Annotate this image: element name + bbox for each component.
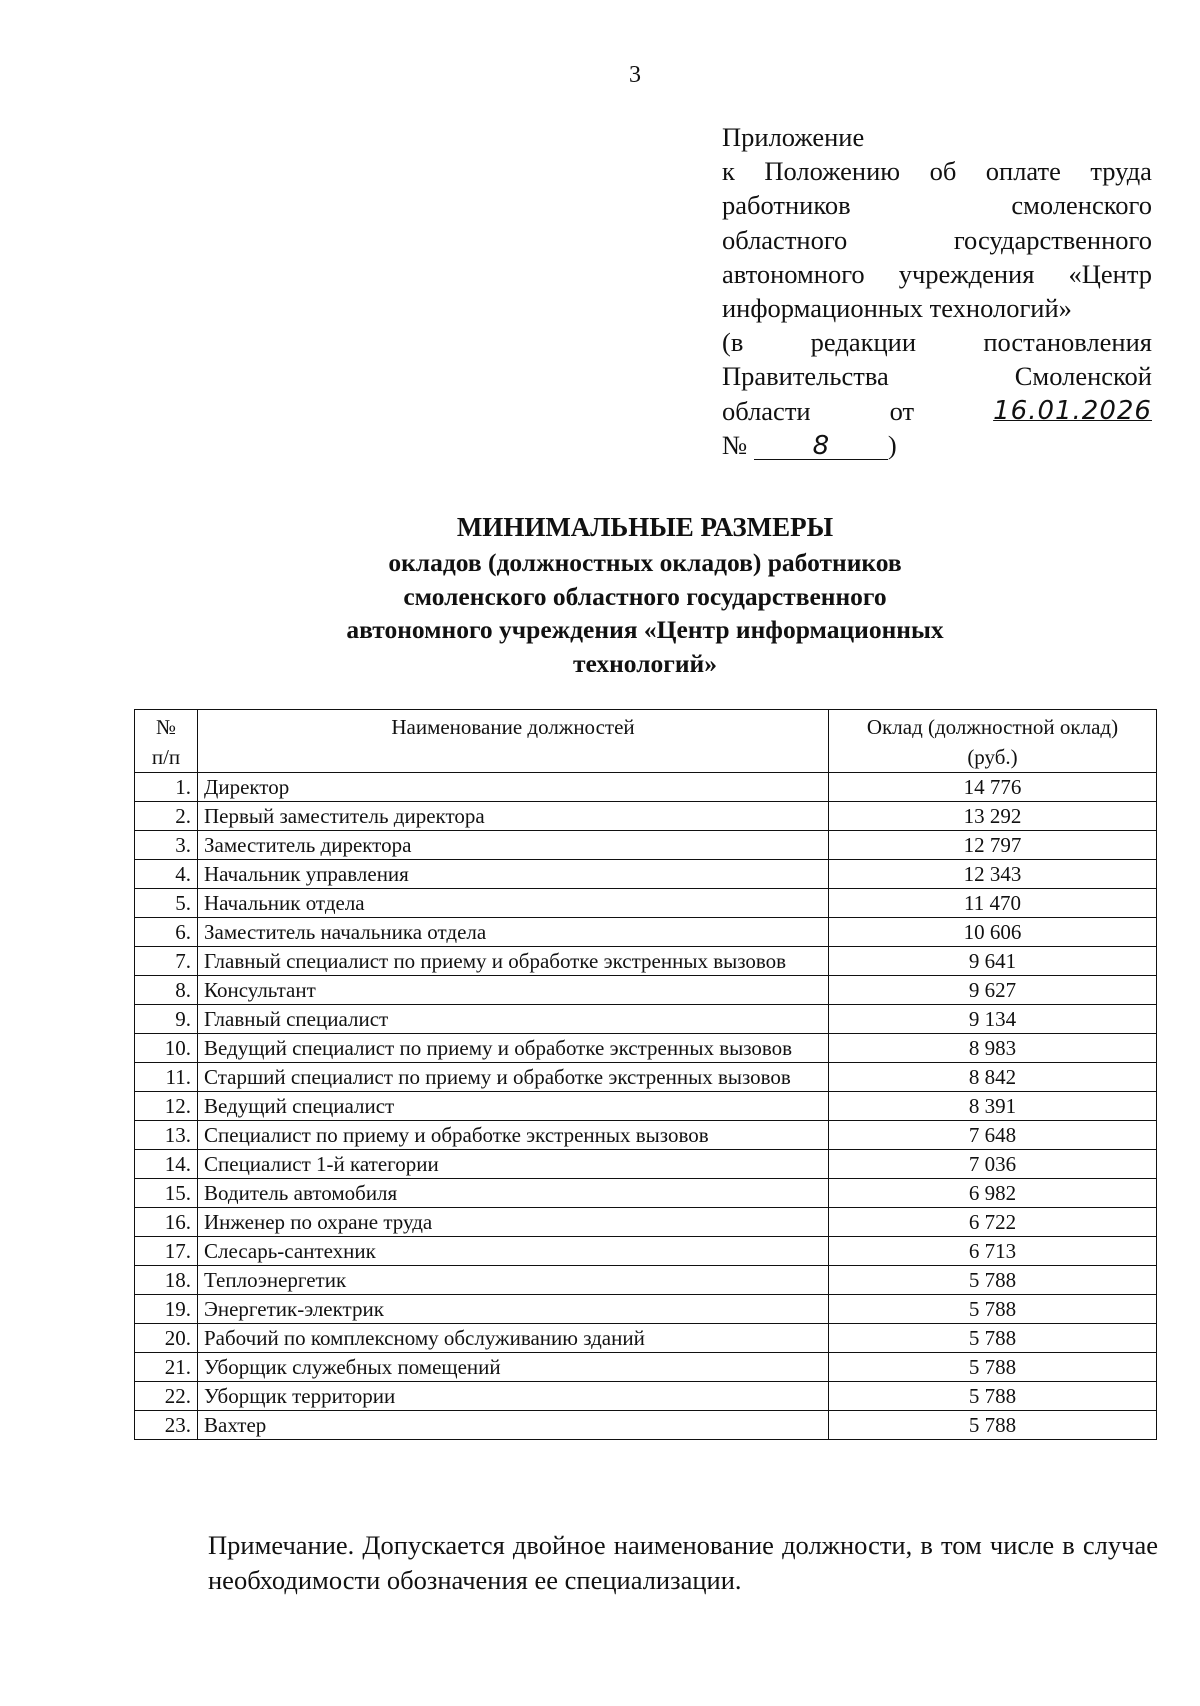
row-number: 5.: [135, 889, 198, 918]
row-number: 3.: [135, 831, 198, 860]
table-row: [135, 1121, 1157, 1150]
page-number: 3: [629, 62, 641, 88]
table-row: [135, 1353, 1157, 1382]
position-name: Первый заместитель директора: [198, 802, 829, 831]
salary-value: 6 713: [829, 1237, 1157, 1266]
title-sub-2: смоленского областного государственного: [403, 581, 887, 611]
row-number: 15.: [135, 1179, 198, 1208]
header-name: Наименование должностей: [198, 710, 829, 773]
handwritten-date: 16.01.2026: [993, 395, 1152, 426]
appendix-line-1: Приложение: [722, 122, 865, 152]
table-row: [135, 976, 1157, 1005]
position-name: Вахтер: [198, 1411, 829, 1440]
position-name: Заместитель начальника отдела: [198, 918, 829, 947]
table-row: [135, 1208, 1157, 1237]
position-name: Главный специалист: [198, 1005, 829, 1034]
row-number: 8.: [135, 976, 198, 1005]
title-main: МИНИМАЛЬНЫЕ РАЗМЕРЫ: [456, 512, 834, 542]
position-name: Директор: [198, 773, 829, 802]
row-number: 22.: [135, 1382, 198, 1411]
row-number: 17.: [135, 1237, 198, 1266]
salary-value: 9 627: [829, 976, 1157, 1005]
salary-value: 5 788: [829, 1411, 1157, 1440]
row-number: 12.: [135, 1092, 198, 1121]
position-name: Ведущий специалист: [198, 1092, 829, 1121]
appendix-line-7: (в редакции постановления: [722, 327, 1152, 358]
salary-value: 10 606: [829, 918, 1157, 947]
table-row: [135, 1266, 1157, 1295]
row-number: 13.: [135, 1121, 198, 1150]
row-number: 9.: [135, 1005, 198, 1034]
header-num: № п/п: [135, 710, 198, 773]
salary-value: 12 343: [829, 860, 1157, 889]
row-number: 18.: [135, 1266, 198, 1295]
position-name: Водитель автомобиля: [198, 1179, 829, 1208]
table-header-row: [135, 710, 1157, 773]
row-number: 16.: [135, 1208, 198, 1237]
salary-value: 5 788: [829, 1324, 1157, 1353]
table-row: [135, 1005, 1157, 1034]
row-number: 10.: [135, 1034, 198, 1063]
salary-value: 12 797: [829, 831, 1157, 860]
salary-value: 7 036: [829, 1150, 1157, 1179]
handwritten-number: 8: [754, 433, 888, 460]
row-number: 14.: [135, 1150, 198, 1179]
salary-value: 8 391: [829, 1092, 1157, 1121]
position-name: Уборщик служебных помещений: [198, 1353, 829, 1382]
salary-table: [134, 709, 1157, 1440]
position-name: Консультант: [198, 976, 829, 1005]
salary-value: 11 470: [829, 889, 1157, 918]
header-salary: Оклад (должностной оклад) (руб.): [829, 710, 1157, 773]
row-number: 21.: [135, 1353, 198, 1382]
position-name: Специалист 1-й категории: [198, 1150, 829, 1179]
row-number: 23.: [135, 1411, 198, 1440]
row-number: 1.: [135, 773, 198, 802]
salary-value: 9 641: [829, 947, 1157, 976]
table-row: [135, 1092, 1157, 1121]
table-row: [135, 773, 1157, 802]
salary-value: 8 983: [829, 1034, 1157, 1063]
table-row: [135, 1295, 1157, 1324]
table-row: [135, 947, 1157, 976]
position-name: Инженер по охране труда: [198, 1208, 829, 1237]
position-name: Начальник отдела: [198, 889, 829, 918]
table-row: [135, 1324, 1157, 1353]
document-title: [130, 508, 1160, 680]
appendix-line-10: № 8 ): [722, 429, 897, 461]
row-number: 6.: [135, 918, 198, 947]
salary-value: 6 722: [829, 1208, 1157, 1237]
position-name: Начальник управления: [198, 860, 829, 889]
salary-value: 6 982: [829, 1179, 1157, 1208]
table-body: [135, 773, 1157, 1440]
row-number: 7.: [135, 947, 198, 976]
table-row: [135, 1237, 1157, 1266]
row-number: 2.: [135, 802, 198, 831]
appendix-line-2: к Положению об оплате труда: [722, 156, 1152, 187]
position-name: Главный специалист по приему и обработке экстренных вызовов: [198, 947, 829, 976]
position-name: Заместитель директора: [198, 831, 829, 860]
title-sub-1: окладов (должностных окладов) работников: [388, 548, 902, 577]
appendix-line-6: информационных технологий»: [722, 293, 1072, 324]
salary-value: 13 292: [829, 802, 1157, 831]
title-sub-3: автономного учреждения «Центр информационных: [346, 615, 944, 644]
salary-value: 5 788: [829, 1353, 1157, 1382]
appendix-line-8: Правительства Смоленской: [722, 361, 1152, 392]
position-name: Специалист по приему и обработке экстренных вызовов: [198, 1121, 829, 1150]
note-text: Примечание. Допускается двойное наименование должности, в том числе в случае необходимости обозначения ее специализации.: [208, 1530, 1158, 1595]
position-name: Слесарь-сантехник: [198, 1237, 829, 1266]
row-number: 11.: [135, 1063, 198, 1092]
salary-value: 14 776: [829, 773, 1157, 802]
table-row: [135, 1382, 1157, 1411]
appendix-line-4: областного государственного: [722, 224, 1152, 255]
position-name: Уборщик территории: [198, 1382, 829, 1411]
note-paragraph: [134, 1528, 1158, 1597]
salary-value: 8 842: [829, 1063, 1157, 1092]
table-row: [135, 1063, 1157, 1092]
appendix-line-9: области от 16.01.2026: [722, 394, 1152, 428]
position-name: Теплоэнергетик: [198, 1266, 829, 1295]
row-number: 20.: [135, 1324, 198, 1353]
salary-value: 5 788: [829, 1382, 1157, 1411]
table-row: [135, 860, 1157, 889]
position-name: Старший специалист по приему и обработке экстренных вызовов: [198, 1063, 829, 1092]
appendix-line-5: автономного учреждения «Центр: [722, 258, 1152, 289]
position-name: Рабочий по комплексному обслуживанию зданий: [198, 1324, 829, 1353]
position-name: Ведущий специалист по приему и обработке экстренных вызовов: [198, 1034, 829, 1063]
salary-value: 5 788: [829, 1266, 1157, 1295]
salary-value: 9 134: [829, 1005, 1157, 1034]
table-row: [135, 1411, 1157, 1440]
title-sub-4: технологий»: [573, 648, 717, 678]
row-number: 19.: [135, 1295, 198, 1324]
table-row: [135, 889, 1157, 918]
salary-value: 5 788: [829, 1295, 1157, 1324]
appendix-block: [722, 120, 1152, 462]
table-row: [135, 831, 1157, 860]
table-row: [135, 1034, 1157, 1063]
row-number: 4.: [135, 860, 198, 889]
table-row: [135, 802, 1157, 831]
appendix-line-3: работников смоленского: [722, 190, 1152, 221]
table-row: [135, 918, 1157, 947]
salary-value: 7 648: [829, 1121, 1157, 1150]
number-label: №: [722, 429, 748, 460]
table-row: [135, 1150, 1157, 1179]
table-row: [135, 1179, 1157, 1208]
position-name: Энергетик-электрик: [198, 1295, 829, 1324]
